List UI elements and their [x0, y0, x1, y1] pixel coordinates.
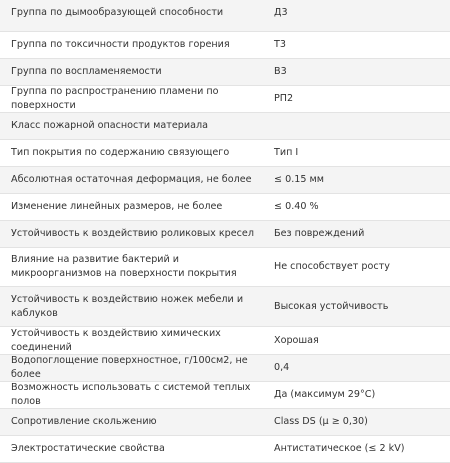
property-label: Электростатические свойства [11, 443, 165, 454]
table-row [0, 140, 450, 167]
property-label: Абсолютная остаточная деформация, не более [11, 174, 252, 185]
table-row [0, 221, 450, 248]
property-label: Тип покрытия по содержанию связующего [11, 147, 230, 158]
property-value: Да (максимум 29°С) [274, 389, 376, 400]
table-row [0, 86, 450, 113]
property-value: ≤ 0.15 мм [274, 174, 324, 185]
property-label: Возможность использовать с системой теплых полов [11, 382, 251, 407]
property-value: Т3 [274, 39, 286, 50]
property-value: Без повреждений [274, 228, 365, 239]
property-label: Сопротивление скольжению [11, 416, 157, 427]
table-row [0, 167, 450, 194]
property-label: Группа по воспламеняемости [11, 66, 162, 77]
table-row [0, 355, 450, 382]
property-label: Группа по токсичности продуктов горения [11, 39, 230, 50]
property-value: Д3 [274, 6, 288, 18]
property-value: Не способствует росту [274, 261, 390, 272]
table-row [0, 0, 450, 32]
property-label: Водопоглощение поверхностное, г/100см2, не более [11, 355, 248, 380]
property-value: Антистатическое (≤ 2 kV) [274, 443, 405, 454]
property-label: Влияние на развитие бактерий и микроорганизмов на поверхности покрытия [11, 254, 237, 279]
table-row [0, 382, 450, 409]
property-label: Устойчивость к воздействию ножек мебели и каблуков [11, 293, 244, 319]
table-row [0, 287, 450, 327]
table-row [0, 409, 450, 436]
property-label: Устойчивость к воздействию химических соединений [11, 327, 221, 353]
table-row [0, 248, 450, 287]
table-row [0, 194, 450, 221]
property-label: Группа по дымообразующей способности [11, 6, 224, 18]
table-row [0, 59, 450, 86]
property-label: Устойчивость к воздействию роликовых кресел [11, 228, 254, 239]
property-label: Класс пожарной опасности материала [11, 120, 209, 131]
table-row [0, 113, 450, 140]
property-value: Хорошая [274, 334, 319, 346]
property-value: Высокая устойчивость [274, 300, 389, 312]
property-value: РП2 [274, 93, 294, 104]
property-value: ≤ 0.40 % [274, 201, 319, 212]
table-row [0, 327, 450, 355]
property-label: Группа по распространению пламени по поверхности [11, 86, 219, 111]
property-value: В3 [274, 66, 287, 77]
property-value: 0,4 [274, 362, 290, 373]
property-value: Class DS (μ ≥ 0,30) [274, 416, 368, 427]
table-row [0, 32, 450, 59]
property-value: Тип I [274, 147, 299, 158]
property-label: Изменение линейных размеров, не более [11, 201, 223, 212]
